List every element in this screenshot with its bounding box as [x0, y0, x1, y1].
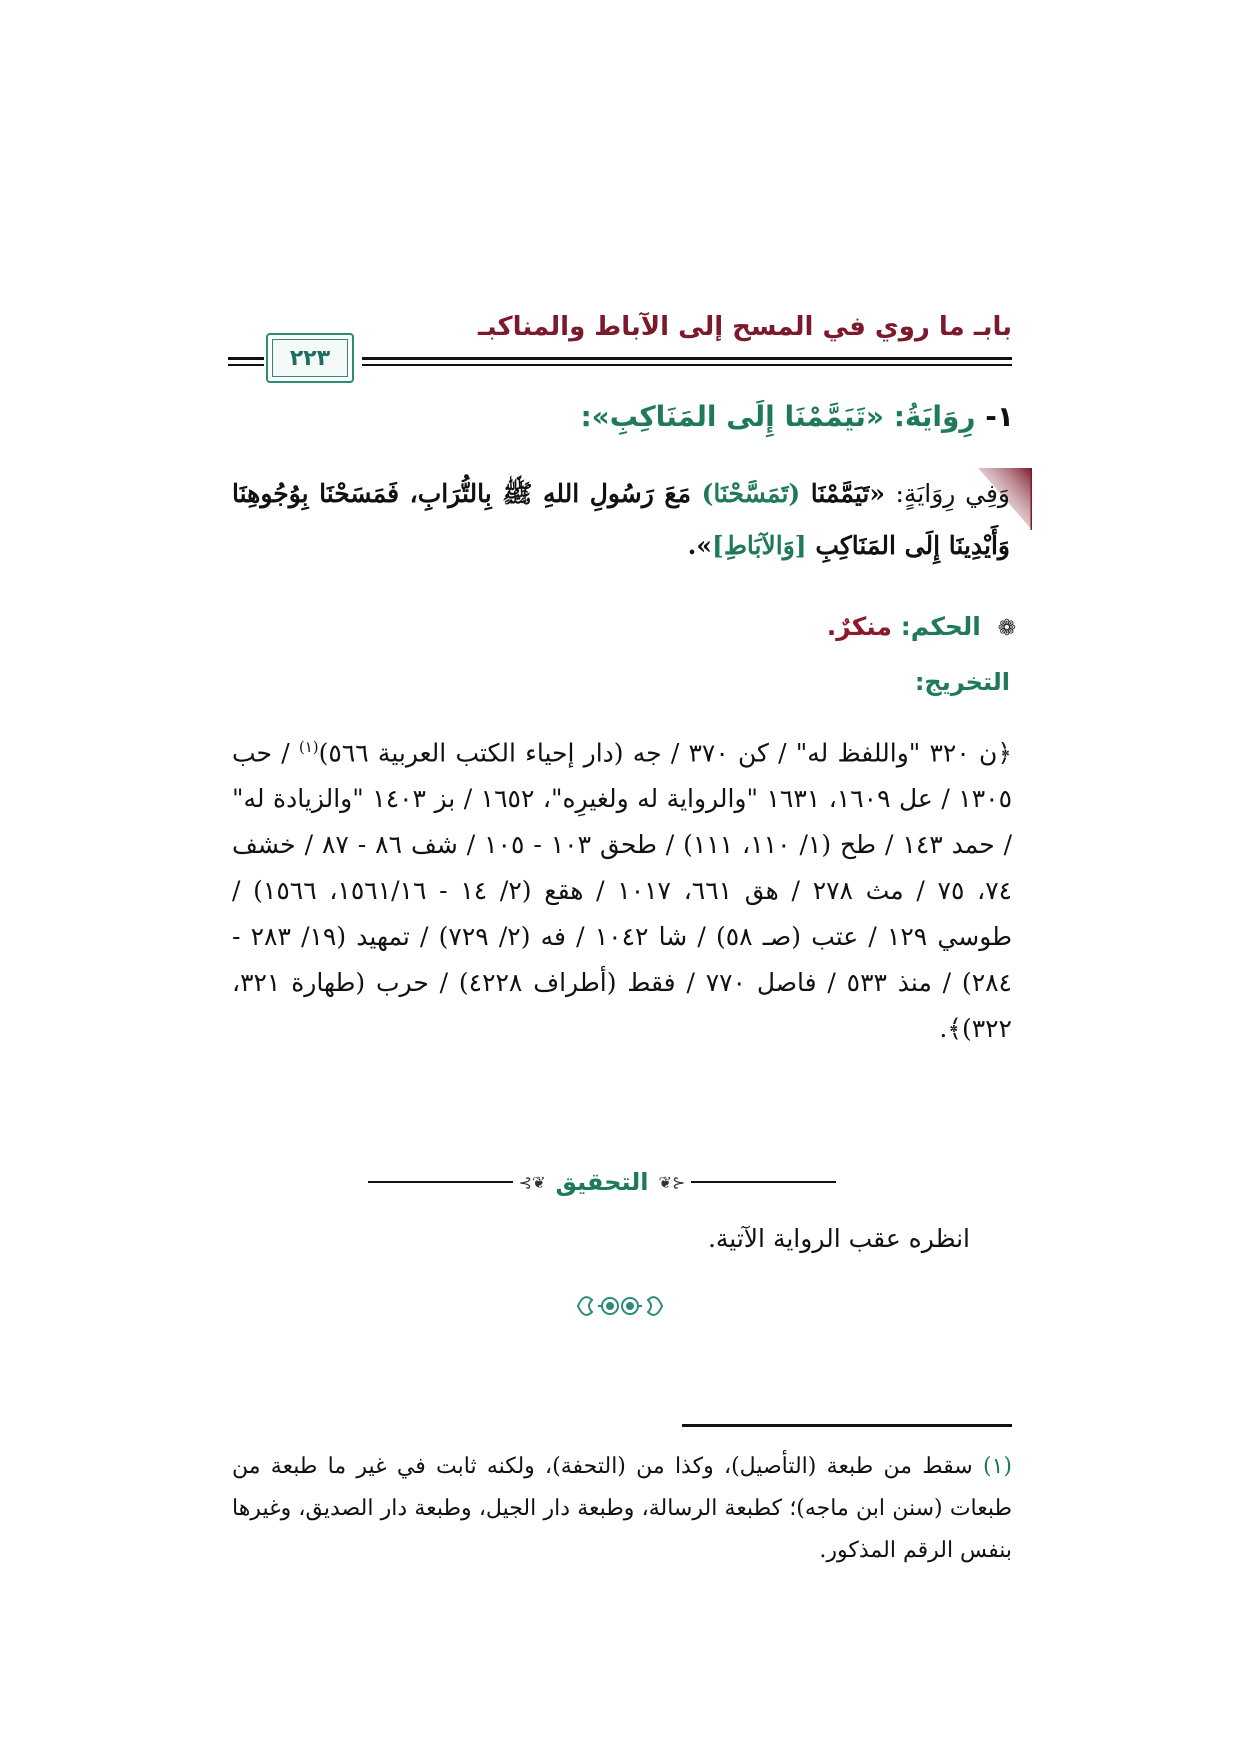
header-rule-right-top — [362, 357, 1012, 360]
chapter-title: بابـ ما روي في المسح إلى الآباط والمناكبـ — [477, 312, 1012, 342]
divider-line-right — [691, 1181, 836, 1183]
footnote-number: (١) — [983, 1454, 1013, 1479]
hadith-part-1: «تَيَمَّمْنَا — [810, 479, 885, 508]
hadith-variant-2: [وَالآبَاطِ] — [711, 531, 807, 560]
footnote-reference[interactable]: (١) — [298, 738, 319, 756]
section-number: ١- — [985, 400, 1014, 433]
tahqiq-title: التحقيق — [555, 1168, 649, 1196]
divider-ornament-icon: ❦⊱ — [658, 1172, 686, 1192]
hadith-closing: ». — [687, 531, 712, 560]
divider-line-left — [368, 1181, 513, 1183]
hadith-part-2: مَعَ رَسُولِ اللهِ ﷺ بِالتُّرَابِ، فَمَسَحْنَا بِوُجُوهِنَا وَأَيْدِينَا إِلَى المَنَاكِبِ — [232, 479, 1010, 560]
section-heading-text: رِوَايَةُ: «تَيَمَّمْنَا إِلَى المَنَاكِبِ»: — [580, 400, 976, 433]
header-rule-right-bottom — [362, 364, 1012, 366]
header-rule-left-top — [228, 357, 264, 360]
section-heading — [580, 400, 1014, 433]
divider-ornament-icon: ⊰❦ — [518, 1172, 546, 1192]
ruling-line — [827, 612, 1016, 641]
hadith-text — [232, 468, 1010, 572]
end-ornament-icon — [570, 1286, 670, 1326]
takhrij-text-part-2: / حب ١٣٠٥ / عل ١٦٠٩، ١٦٣١ "والرواية له ولغيرِه"، ١٦٥٢ / بز ١٤٠٣ "والزيادة له" / حمد ١٤٣ / طح (١/ ١١٠، ١١١) / طحق ١٠٣ - ١٠٥ / شف ٨٦ - ٨٧ / خشف ٧٤، ٧٥ / مث ٢٧٨ / هق ٦٦١، ١٠١٧ / هقع (٢/ ١٤ - ١٥٦١/١٦، ١٥٦٦) / طوسي ١٢٩ / عتب (صـ ٥٨) / شا ١٠٤٢ / فه (٢/ ٧٢٩) / تمهيد (١٩/ ٢٨٣ - ٢٨٤) / منذ ٥٣٣ / فاصل ٧٧٠ / فقط (أطراف ٤٢٢٨) / حرب (طهارة ٣٢١، ٣٢٢)﴾. — [232, 738, 1013, 1044]
footnote-text: سقط من طبعة (التأصيل)، وكذا من (التحفة)، ولكنه ثابت في غير ما طبعة من طبعات (سنن ابن ماجه)؛ كطبعة الرسالة، وطبعة دار الجيل، وطبعة دار الصديق، وغيرها بنفس الرقم المذكور. — [232, 1454, 1012, 1563]
footnote-separator — [682, 1424, 1012, 1427]
footnote — [232, 1446, 1012, 1572]
takhrij-label: التخريج: — [914, 668, 1010, 696]
page-number-frame — [266, 333, 354, 383]
hadith-intro: وَفِي رِوَايَةٍ: — [895, 479, 1010, 508]
flower-icon: ❁ — [997, 616, 1016, 641]
page-number: ٢٢٣ — [272, 339, 348, 377]
tahqiq-text: انظره عقب الرواية الآتية. — [707, 1224, 970, 1253]
header-rule-left-bottom — [228, 364, 264, 366]
takhrij-text — [232, 724, 1012, 1052]
ruling-value: منكرٌ. — [826, 612, 892, 641]
takhrij-text-part-1: ﴿ن ٣٢٠ "واللفظ له" / كن ٣٧٠ / جه (دار إحياء الكتب العربية ٥٦٦) — [318, 738, 1012, 768]
hadith-variant-1: (تَمَسَّحْنَا) — [701, 479, 801, 508]
tahqiq-divider — [368, 1168, 836, 1196]
ruling-label: الحكم: — [900, 612, 981, 641]
